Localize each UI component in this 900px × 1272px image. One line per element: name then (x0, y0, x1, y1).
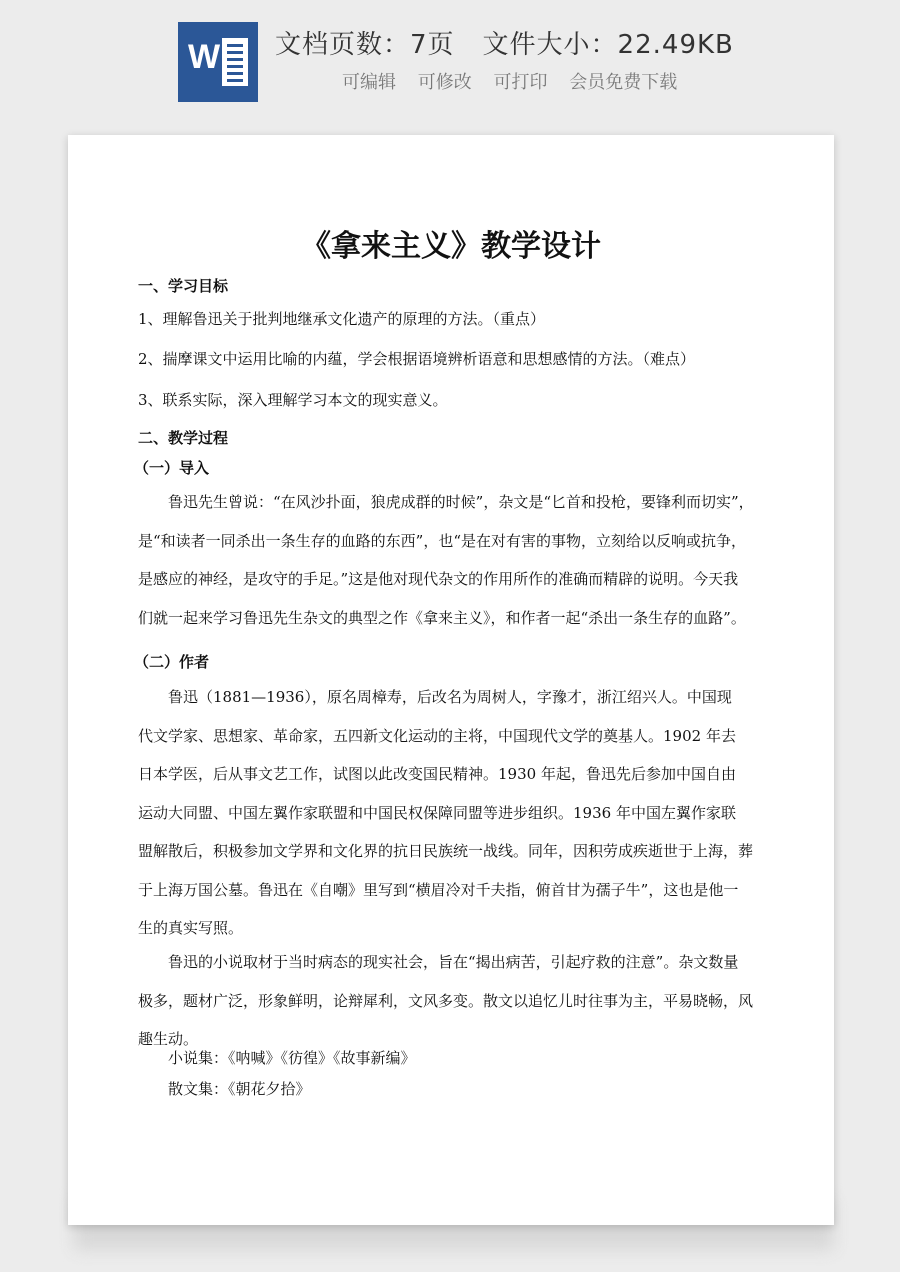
section-heading-goals: 一、学习目标 (138, 277, 229, 295)
feature-modifiable: 可修改 (417, 72, 472, 93)
author-line: 代文学家、思想家、革命家，五四新文化运动的主将，中国现代文学的奠基人。1902 年去 (138, 726, 736, 745)
word-icon-letter: W (188, 38, 221, 76)
author-line: 运动大同盟、中国左翼作家联盟和中国民权保障同盟等进步组织。1936 年中国左翼作家联 (138, 803, 736, 822)
intro-line: 是“和读者一同杀出一条生存的血路的东西”，也“是在对有害的事物，立刻给以反响或抗争， (138, 531, 747, 550)
author-paragraph (138, 678, 766, 948)
author-line: 生的真实写照。 (138, 919, 244, 937)
goal-item-1: 1、理解鲁迅关于批判地继承文化遗产的原理的方法。（重点） (138, 310, 546, 328)
word-doc-icon (178, 22, 258, 102)
subsection-heading-intro: （一）导入 (134, 459, 210, 477)
download-banner (0, 0, 900, 120)
feature-editable: 可编辑 (342, 72, 396, 93)
intro-line: 是感应的神经，是攻守的手足。”这是他对现代杂文的作用所作的准确而精辟的说明。今天我 (138, 570, 739, 588)
goal-item-3: 3、联系实际，深入理解学习本文的现实意义。 (138, 391, 448, 409)
intro-paragraph (138, 483, 766, 637)
author-line: 盟解散后，积极参加文学界和文化界的抗日民族统一战线。同年，因积劳成疾逝世于上海，葬 (138, 842, 754, 860)
file-info (275, 24, 734, 61)
essay-collections: 散文集：《朝花夕拾》 (168, 1080, 311, 1098)
novel-collections: 小说集：《呐喊》《彷徨》《故事新编》 (168, 1049, 416, 1067)
novel-paragraph (138, 943, 766, 1059)
feature-list (342, 68, 687, 94)
document-title: 《拿来主义》教学设计 (301, 229, 601, 264)
author-line: 鲁迅（1881—1936），原名周樟寿，后改名为周树人，字豫才，浙江绍兴人。中国现 (168, 688, 732, 706)
novel-line: 趣生动。 (138, 1030, 199, 1048)
subsection-heading-author: （二）作者 (134, 653, 210, 671)
doc-lines-graphic (222, 38, 248, 86)
intro-line: 们就一起来学习鲁迅先生杂文的典型之作《拿来主义》，和作者一起“杀出一条生存的血路”。 (138, 608, 746, 627)
novel-line: 极多，题材广泛，形象鲜明，论辩犀利，文风多变。散文以追忆儿时往事为主，平易晓畅，风 (138, 991, 754, 1010)
goal-item-2: 2、揣摩课文中运用比喻的内蕴，学会根据语境辨析语意和思想感情的方法。（难点） (138, 350, 696, 368)
author-line: 日本学医，后从事文艺工作，试图以此改变国民精神。1930 年起，鲁迅先后参加中国自由 (138, 765, 736, 783)
feature-printable: 可打印 (493, 72, 548, 93)
page-count: 文档页数：7页 (275, 30, 455, 60)
file-size: 文件大小：22.49KB (482, 30, 734, 60)
intro-line: 鲁迅先生曾说：“在风沙扑面，狼虎成群的时候”，杂文是“匕首和投枪，要锋利而切实”， (168, 493, 754, 511)
feature-member-download: 会员免费下载 (569, 72, 678, 93)
section-heading-process: 二、教学过程 (138, 429, 229, 447)
author-line: 于上海万国公墓。鲁迅在《自嘲》里写到“横眉冷对千夫指，俯首甘为孺子牛”，这也是他一 (138, 880, 739, 899)
document-page (68, 135, 834, 1225)
novel-line: 鲁迅的小说取材于当时病态的现实社会，旨在“揭出病苦，引起疗救的注意”。杂文数量 (168, 953, 739, 971)
